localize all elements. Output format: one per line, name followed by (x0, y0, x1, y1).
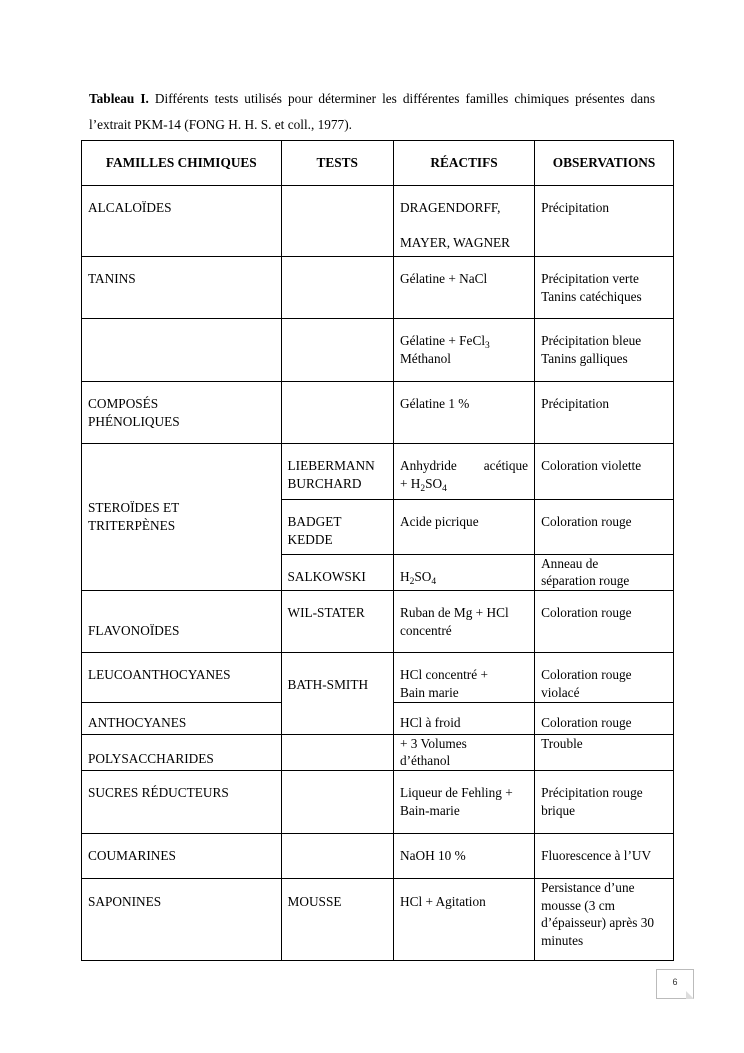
family-cell (82, 382, 282, 444)
obs-line: violacé (541, 685, 580, 700)
test-cell (281, 834, 393, 879)
reactif-line: HCl concentré + (399, 667, 488, 682)
reactif-cell (393, 653, 534, 703)
test-line: BADGET (287, 514, 342, 529)
reactif-line: Bain marie (399, 685, 459, 700)
row-steroides-liebermann (82, 444, 674, 500)
reactif-line: SO (425, 476, 443, 491)
reactif-cell (393, 186, 534, 257)
obs-cell: Coloration rouge (535, 703, 674, 735)
reactif-cell (393, 319, 534, 382)
reactif-line: SO (414, 569, 432, 584)
reactif-cell (393, 444, 534, 500)
obs-cell: Précipitation (535, 382, 674, 444)
header-reactifs: RÉACTIFS (393, 141, 534, 186)
reactif-line: Gélatine + FeCl (399, 333, 486, 348)
test-cell: WIL-STATER (281, 591, 393, 653)
obs-line: Tanins galliques (541, 351, 628, 366)
test-cell (281, 735, 393, 771)
reactif-line: + 3 Volumes (399, 736, 467, 751)
reactif-cell (393, 771, 534, 834)
obs-line: minutes (541, 932, 584, 948)
family-cell: POLYSACCHARIDES (82, 735, 282, 771)
reactif-cell: Gélatine + NaCl (393, 257, 534, 319)
subscript: 3 (485, 341, 490, 351)
reactif-cell: HCl à froid (393, 703, 534, 735)
obs-cell (535, 257, 674, 319)
obs-line: Précipitation bleue (541, 333, 642, 348)
family-line: STEROÏDES ET (88, 500, 180, 515)
obs-cell (535, 555, 674, 591)
subscript: 4 (442, 484, 447, 494)
row-alcaloides (82, 186, 674, 257)
reactif-line: H (399, 569, 410, 584)
family-cell: SUCRES RÉDUCTEURS (82, 771, 282, 834)
family-cell: LEUCOANTHOCYANES (82, 653, 282, 703)
obs-line: Persistance d’une (541, 880, 635, 895)
obs-line: d’épaisseur) après 30 (541, 915, 655, 930)
row-flavonoides (82, 591, 674, 653)
reactif-cell: Acide picrique (393, 500, 534, 555)
family-line: PHÉNOLIQUES (88, 414, 180, 429)
family-line: COMPOSÉS (88, 396, 159, 411)
obs-line: Anneau de (541, 556, 599, 571)
row-saponines (82, 879, 674, 961)
obs-line: Coloration rouge (541, 667, 632, 682)
test-cell (281, 186, 393, 257)
test-cell (281, 444, 393, 500)
reactif-line: Bain-marie (399, 803, 460, 818)
family-cell: ANTHOCYANES (82, 703, 282, 735)
page-number: 6 (656, 969, 694, 999)
test-cell (281, 771, 393, 834)
row-sucres-reducteurs (82, 771, 674, 834)
test-cell: MOUSSE (281, 879, 393, 961)
obs-cell (535, 319, 674, 382)
caption-label: Tableau I. (89, 91, 149, 106)
family-cell: TANINS (82, 257, 282, 319)
obs-line: Tanins catéchiques (541, 289, 642, 304)
reactif-line: Anhydride acétique (399, 458, 529, 473)
reactif-cell (393, 735, 534, 771)
reactif-cell: HCl + Agitation (393, 879, 534, 961)
reactif-line: concentré (399, 623, 452, 638)
reactif-line: Liqueur de Fehling + (399, 785, 513, 800)
test-cell: BATH-SMITH (281, 653, 393, 735)
subscript: 4 (431, 577, 437, 587)
test-cell (281, 382, 393, 444)
header-tests: TESTS (281, 141, 393, 186)
row-tanins (82, 257, 674, 319)
family-cell: COUMARINES (82, 834, 282, 879)
reactif-line: Ruban de Mg + HCl (399, 605, 509, 620)
obs-line: Précipitation rouge (541, 785, 643, 800)
test-line: BURCHARD (287, 476, 362, 491)
reactif-line: d’éthanol (399, 753, 451, 768)
family-cell (82, 444, 282, 591)
obs-cell: Fluorescence à l’UV (535, 834, 674, 879)
table-caption (89, 86, 655, 138)
reactif-line: DRAGENDORFF, (399, 200, 501, 215)
reactif-cell (393, 591, 534, 653)
family-cell (82, 319, 282, 382)
caption-text: Différents tests utilisés pour déterminer les différentes familles chimiques présentes dans l’extrait PKM-14 (FONG H. H. S. et coll., 1977). (89, 91, 655, 132)
obs-cell: Précipitation (535, 186, 674, 257)
reactif-line: Méthanol (399, 351, 451, 366)
reactif-cell (393, 555, 534, 591)
row-polysaccharides (82, 735, 674, 771)
obs-cell (535, 879, 674, 961)
obs-cell: Trouble (535, 735, 674, 771)
obs-cell (535, 771, 674, 834)
test-cell: SALKOWSKI (281, 555, 393, 591)
test-cell (281, 319, 393, 382)
subscript: 2 (420, 484, 426, 494)
row-tanins-galliques (82, 319, 674, 382)
reactif-cell: Gélatine 1 % (393, 382, 534, 444)
row-phenoliques (82, 382, 674, 444)
test-line: KEDDE (287, 532, 333, 547)
header-observations: OBSERVATIONS (535, 141, 674, 186)
test-cell (281, 257, 393, 319)
row-coumarines (82, 834, 674, 879)
family-cell: FLAVONOÏDES (82, 591, 282, 653)
obs-line: brique (541, 803, 576, 818)
test-cell (281, 500, 393, 555)
chemical-families-table (81, 140, 674, 961)
family-cell: SAPONINES (82, 879, 282, 961)
row-leucoanthocyanes (82, 653, 674, 703)
obs-cell: Coloration rouge (535, 591, 674, 653)
header-familles: FAMILLES CHIMIQUES (82, 141, 282, 186)
header-row (82, 141, 674, 186)
obs-line: Précipitation verte (541, 271, 639, 286)
obs-cell (535, 653, 674, 703)
reactif-cell: NaOH 10 % (393, 834, 534, 879)
subscript: 2 (409, 577, 415, 587)
test-line: LIEBERMANN (287, 458, 375, 473)
family-line: TRITERPÈNES (88, 518, 176, 533)
family-cell: ALCALOÏDES (82, 186, 282, 257)
obs-line: séparation rouge (541, 573, 630, 588)
obs-cell: Coloration rouge (535, 500, 674, 555)
obs-line: mousse (3 cm (541, 897, 615, 913)
obs-cell: Coloration violette (535, 444, 674, 500)
reactif-line: + H (399, 476, 421, 491)
reactif-line: MAYER, WAGNER (399, 235, 511, 250)
